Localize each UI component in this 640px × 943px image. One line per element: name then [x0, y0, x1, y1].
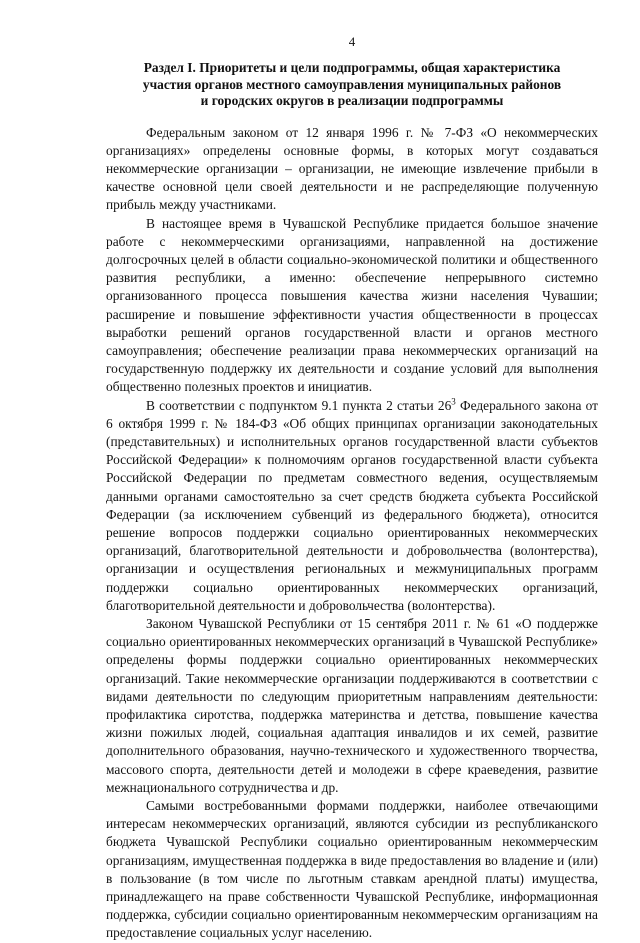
- paragraph-3: [106, 397, 598, 615]
- paragraph-2: В настоящее время в Чувашской Республике придается большое значение работе с некоммерческими организациями, направленной на достижение долгосрочных целей в области социально-экономической политики и общественного развития республики, а именно: обеспечение непрерывного системно организованного процесса повышения качества жизни населения Чувашии; расширение и повышение эффективности участия общественности в процессах выработки решений органов государственной власти и органов местного самоуправления; обеспечение реализации права некоммерческих организаций на государственную поддержку их деятельности и создание условий для выполнения общественно полезных проектов и инициатив.: [106, 215, 598, 395]
- paragraph-1: Федеральным законом от 12 января 1996 г. № 7-ФЗ «О некоммерческих организациях» определены основные формы, в которых могут создаваться некоммерческие организации – организации, не имеющие извлечение прибыли в качестве основной цели своей деятельности и не распределяющие полученную прибыль между участниками.: [106, 124, 598, 213]
- paragraph-3-end: Федерального закона от 6 октября 1999 г. № 184-ФЗ «Об общих принципах организации законодательных (представительных) и исполнительных органов государственной власти субъектов Российской Федерации» к полномочиям органов государственной власти субъекта Российской Федерации по предметам совместного ведения, осуществляемым данными органами самостоятельно за счет средств бюджета субъекта Российской Федерации (за исключением субвенций из федерального бюджета), относится решение вопросов поддержки социально ориентированных некоммерческих организаций, благотворительной деятельности и добровольчества (волонтерства), организации и осуществления региональных и межмуниципальных программ поддержки социально ориентированных некоммерческих организаций, благотворительной деятельности и добровольчества (волонтерства).: [106, 397, 599, 613]
- section-title: [106, 60, 598, 110]
- section-title-line-3: и городских округов в реализации подпрограммы: [200, 93, 504, 108]
- article-superscript: 3: [451, 396, 456, 407]
- paragraph-4: Законом Чувашской Республики от 15 сентября 2011 г. № 61 «О поддержке социально ориентированных некоммерческих организаций в Чувашской Республике» определены формы поддержки социально ориентированных некоммерческих организаций. Такие некоммерческие организации поддерживаются в соответствии с видами деятельности по следующим приоритетным направлениям деятельности: профилактика сиротства, поддержка материнства и детства, повышение качества жизни пожилых людей, социальная адаптация инвалидов и их семей, развитие дополнительного образования, научно-технического и художественного творчества, массового спорта, деятельности детей и молодежи в сфере краеведения, развитие межнационального сотрудничества и др.: [106, 615, 598, 795]
- body-text: [106, 124, 598, 943]
- paragraph-3-start: В соответствии с подпунктом 9.1 пункта 2 статьи 26: [146, 397, 452, 413]
- paragraph-5: Самыми востребованными формами поддержки, наиболее отвечающими интересам некоммерческих организаций, являются субсидии из республиканского бюджета Чувашской Республики социально ориентированным некоммерческим организациям, имущественная поддержка в виде предоставления во владение и (или) в пользование (в том числе по льготным ставкам арендной платы) имущества, принадлежащего на праве собственности Чувашской Республике, информационная поддержка, субсидии социально ориентированным некоммерческим организациям на предоставление социальных услуг населению.: [106, 798, 598, 941]
- section-title-line-1: Раздел I. Приоритеты и цели подпрограммы, общая характеристика: [143, 60, 561, 75]
- page-number: 4: [348, 34, 356, 49]
- section-title-line-2: участия органов местного самоуправления муниципальных районов: [142, 76, 562, 92]
